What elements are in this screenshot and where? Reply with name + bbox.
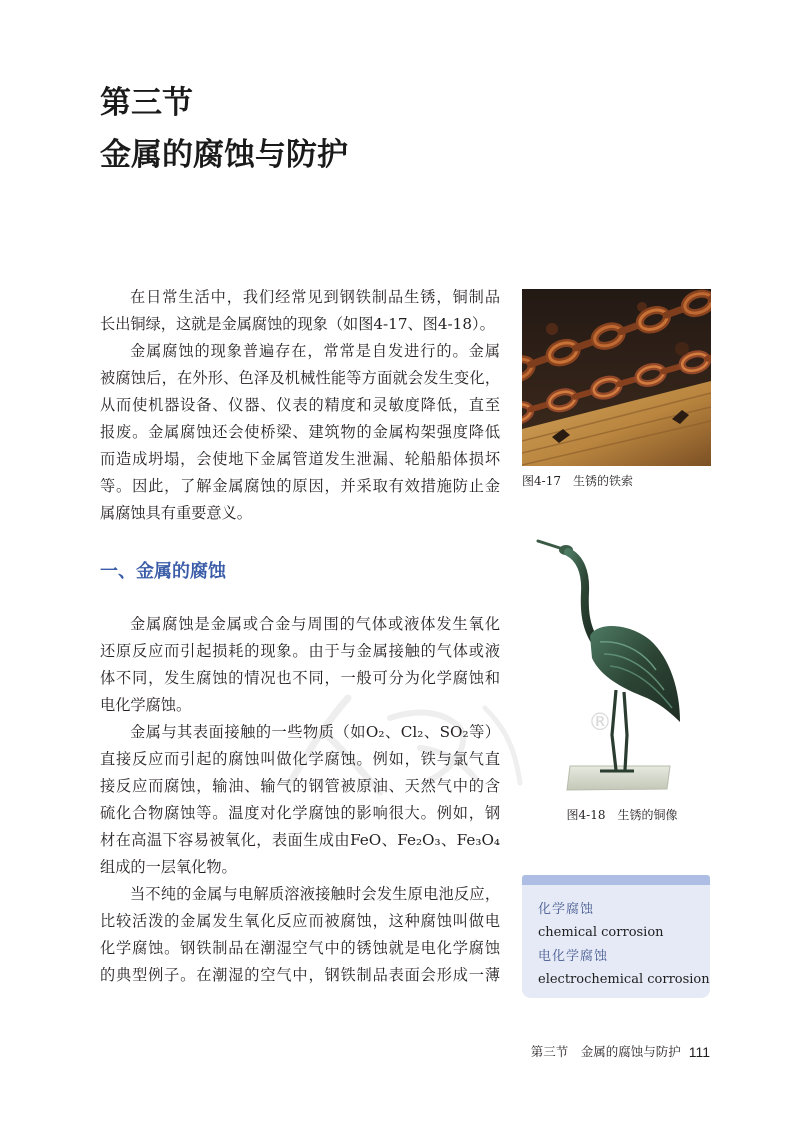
- intro-text: [100, 284, 500, 527]
- bronze-crane-photo: [530, 530, 710, 795]
- paragraph: [100, 338, 500, 527]
- body-line: 材在高温下容易被氧化，表面生成由FeO、Fe₂O₃、Fe₃O₄: [100, 831, 500, 849]
- section-1-text: [100, 611, 500, 989]
- body-line: 金属与其表面接触的一些物质（如O₂、Cl₂、SO₂等）: [130, 723, 500, 741]
- paragraph: [100, 611, 500, 719]
- glossary-term-en: chemical corrosion: [538, 925, 664, 941]
- figure-caption: 图4-17 生锈的铁索: [522, 474, 633, 488]
- body-line: 比较活泼的金属发生氧化反应而被腐蚀，这种腐蚀叫做电: [100, 912, 500, 930]
- section-number: 第三节: [100, 85, 193, 121]
- body-line: 硫化合物腐蚀等。温度对化学腐蚀的影响很大。例如，钢: [100, 804, 500, 822]
- glossary-term-zh: 电化学腐蚀: [538, 948, 609, 964]
- section-title-block: [100, 77, 348, 181]
- page-number: 111: [688, 1044, 710, 1060]
- body-line: 组成的一层氧化物。: [100, 858, 237, 876]
- body-line: 还原反应而引起损耗的现象。由于与金属接触的气体或液: [100, 642, 500, 660]
- paragraph: [100, 881, 500, 989]
- body-line: 等。因此，了解金属腐蚀的原因，并采取有效措施防止金: [100, 477, 500, 495]
- body-line: 而造成坍塌，会使地下金属管道发生泄漏、轮船船体损坏: [100, 450, 500, 468]
- rusty-chain-photo: [522, 289, 711, 466]
- body-line: 的典型例子。在潮湿的空气中，钢铁制品表面会形成一薄: [100, 966, 500, 984]
- paragraph: [100, 719, 500, 881]
- body-line: 报废。金属腐蚀还会使桥梁、建筑物的金属构架强度降低: [100, 423, 500, 441]
- body-line: 接反应而腐蚀，输油、输气的钢管被原油、天然气中的含: [100, 777, 500, 795]
- crane-leg: [612, 690, 616, 770]
- subsection-heading: 一、金属的腐蚀: [100, 561, 226, 582]
- body-line: 当不纯的金属与电解质溶液接触时会发生原电池反应，: [130, 885, 500, 903]
- body-line: 金属腐蚀的现象普遍存在，常常是自发进行的。金属: [130, 342, 500, 360]
- body-line: 长出铜绿，这就是金属腐蚀的现象（如图4-17、图4-18）。: [100, 315, 495, 333]
- body-line: 电化学腐蚀。: [100, 696, 192, 714]
- watermark-registered-mark: ®: [588, 708, 612, 736]
- running-head: 第三节 金属的腐蚀与防护: [530, 1044, 681, 1059]
- paragraph: [100, 284, 500, 338]
- body-line: 金属腐蚀是金属或合金与周围的气体或液体发生氧化: [130, 615, 500, 633]
- glossary-term-en: electrochemical corrosion: [538, 971, 710, 987]
- body-line: 在日常生活中，我们经常见到钢铁制品生锈，铜制品: [130, 288, 500, 306]
- crane-leg: [624, 692, 627, 770]
- body-line: 体不同，发生腐蚀的情况也不同，一般可分为化学腐蚀和: [100, 669, 500, 687]
- section-title: 金属的腐蚀与防护: [100, 137, 348, 173]
- glossary-items: [538, 898, 710, 991]
- crane-beak: [538, 541, 563, 549]
- glossary-term-zh: 化学腐蚀: [538, 902, 595, 917]
- body-line: 被腐蚀后，在外形、色泽及机械性能等方面就会发生变化，: [100, 369, 500, 387]
- body-line: 化学腐蚀。钢铁制品在潮湿空气中的锈蚀就是电化学腐蚀: [100, 939, 500, 957]
- body-line: 直接反应而引起的腐蚀叫做化学腐蚀。例如，铁与氯气直: [100, 750, 500, 768]
- glossary-box: [522, 875, 710, 998]
- body-line: 从而使机器设备、仪器、仪表的精度和灵敏度降低，直至: [100, 396, 500, 414]
- page-footer: [531, 1044, 710, 1060]
- crane-neck: [568, 552, 594, 640]
- body-line: 属腐蚀具有重要意义。: [100, 504, 252, 522]
- glossary-band: [522, 875, 710, 885]
- figure-caption: 图4-18 生锈的铜像: [566, 808, 678, 822]
